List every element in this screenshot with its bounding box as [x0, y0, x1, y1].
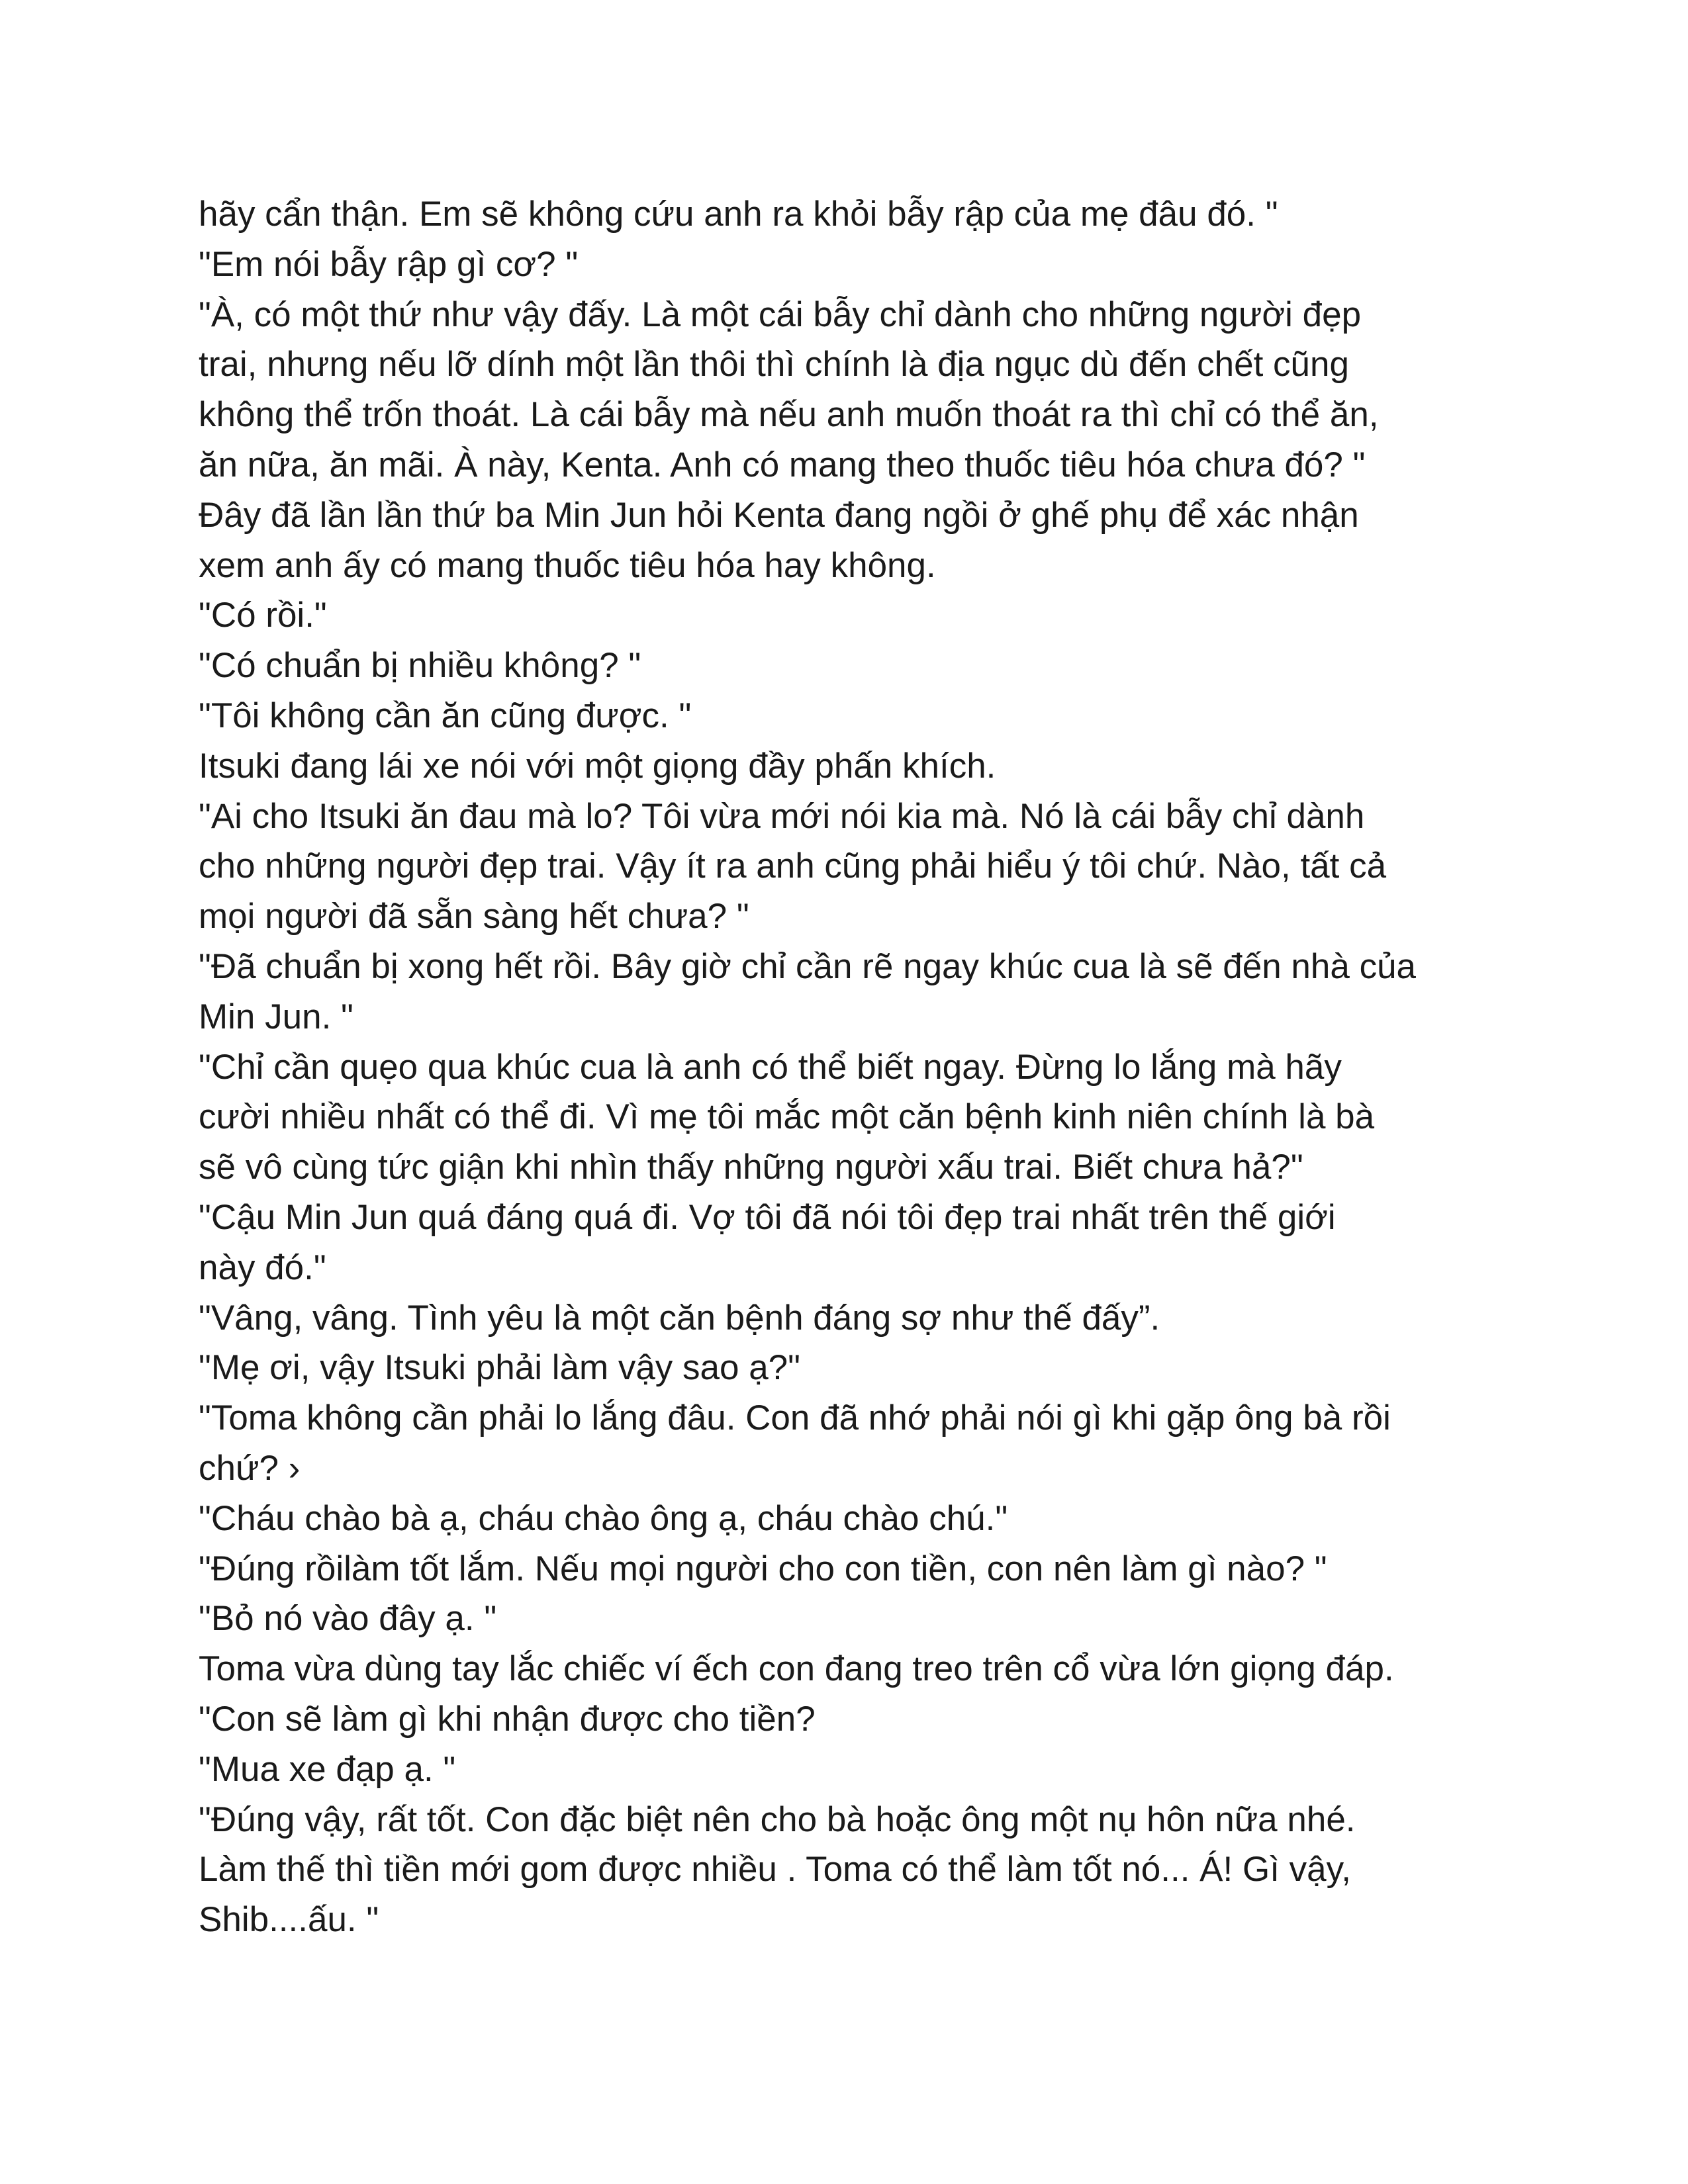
text-line: "Cháu chào bà ạ, cháu chào ông ạ, cháu chào chú."	[199, 1498, 1008, 1538]
text-line: Itsuki đang lái xe nói với một giọng đầy phấn khích.	[199, 746, 996, 786]
text-line: "Đúng vậy, rất tốt. Con đặc biệt nên cho bà hoặc ông một nụ hôn nữa nhé.	[199, 1799, 1356, 1839]
text-line: sẽ vô cùng tức giận khi nhìn thấy những người xấu trai. Biết chưa hả?"	[199, 1148, 1303, 1187]
text-line: Đây đã lần lần thứ ba Min Jun hỏi Kenta đang ngồi ở ghế phụ để xác nhận	[199, 495, 1359, 535]
text-line: "Toma không cần phải lo lắng đâu. Con đã nhớ phải nói gì khi gặp ông bà rồi	[199, 1398, 1391, 1438]
text-line: "Đã chuẩn bị xong hết rồi. Bây giờ chỉ cần rẽ ngay khúc cua là sẽ đến nhà của	[199, 946, 1417, 986]
text-line: xem anh ấy có mang thuốc tiêu hóa hay không.	[199, 545, 936, 585]
text-line: "Đúng rồilàm tốt lắm. Nếu mọi người cho con tiền, con nên làm gì nào? "	[199, 1549, 1327, 1588]
text-line: Min Jun. "	[199, 997, 353, 1036]
text-line: mọi người đã sẵn sàng hết chưa? "	[199, 897, 749, 936]
text-line: "Vâng, vâng. Tình yêu là một căn bệnh đáng sợ như thế đấy”.	[199, 1298, 1160, 1338]
text-line: "Tôi không cần ăn cũng được. "	[199, 696, 692, 735]
text-line: "Có rồi."	[199, 596, 327, 635]
text-line: "Cậu Min Jun quá đáng quá đi. Vợ tôi đã nói tôi đẹp trai nhất trên thế giới	[199, 1197, 1336, 1237]
text-line: "Mẹ ơi, vậy Itsuki phải làm vậy sao ạ?"	[199, 1348, 800, 1388]
text-line: chứ? ›	[199, 1448, 301, 1488]
text-line: cười nhiều nhất có thể đi. Vì mẹ tôi mắc một căn bệnh kinh niên chính là bà	[199, 1097, 1375, 1137]
text-line: Shib....ấu. "	[199, 1900, 379, 1940]
text-line: "Ai cho Itsuki ăn đau mà lo? Tôi vừa mới nói kia mà. Nó là cái bẫy chỉ dành	[199, 796, 1365, 836]
text-line: ăn nữa, ăn mãi. À này, Kenta. Anh có mang theo thuốc tiêu hóa chưa đó? "	[199, 445, 1366, 484]
text-line: Toma vừa dùng tay lắc chiếc ví ếch con đang treo trên cổ vừa lớn giọng đáp.	[199, 1649, 1394, 1689]
text-line: "Mua xe đạp ạ. "	[199, 1749, 456, 1789]
text-line: trai, nhưng nếu lỡ dính một lần thôi thì chính là địa ngục dù đến chết cũng	[199, 345, 1349, 385]
text-line: "Bỏ nó vào đây ạ. "	[199, 1599, 497, 1639]
text-line: không thể trốn thoát. Là cái bẫy mà nếu anh muốn thoát ra thì chỉ có thể ăn,	[199, 395, 1379, 435]
text-line: "Con sẽ làm gì khi nhận được cho tiền?	[199, 1699, 816, 1739]
text-line: Làm thế thì tiền mới gom được nhiều . Toma có thể làm tốt nó... Á! Gì vậy,	[199, 1850, 1351, 1889]
text-line: "Em nói bẫy rập gì cơ? "	[199, 244, 579, 284]
text-line: hãy cẩn thận. Em sẽ không cứu anh ra khỏi bẫy rập của mẹ đâu đó. "	[199, 195, 1278, 234]
text-line: cho những người đẹp trai. Vậy ít ra anh cũng phải hiểu ý tôi chứ. Nào, tất cả	[199, 846, 1387, 886]
text-line: "À, có một thứ như vậy đấy. Là một cái bẫy chỉ dành cho những người đẹp	[199, 295, 1362, 334]
text-line: "Chỉ cần quẹo qua khúc cua là anh có thể biết ngay. Đừng lo lắng mà hãy	[199, 1047, 1342, 1087]
text-line: này đó."	[199, 1248, 326, 1287]
text-line: "Có chuẩn bị nhiều không? "	[199, 646, 641, 686]
document-body	[199, 189, 1509, 1945]
